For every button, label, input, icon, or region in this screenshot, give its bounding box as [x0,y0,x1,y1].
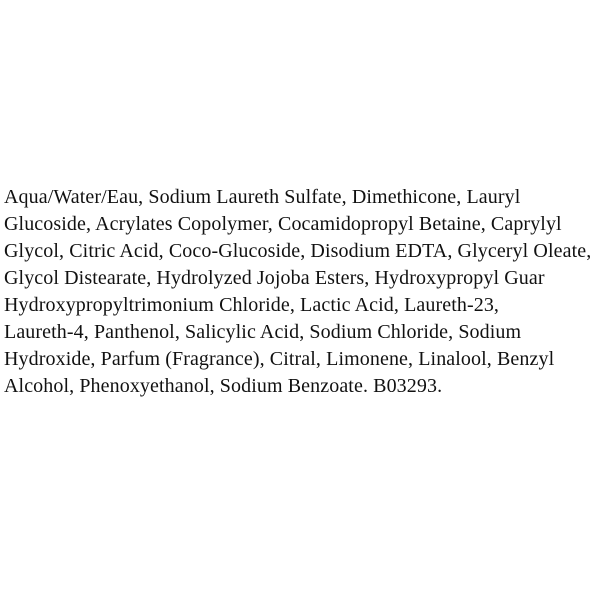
ingredients-line-8: Alcohol, Phenoxyethanol, Sodium Benzoate. B03293. [4,375,443,397]
ingredients-line-5: Hydroxypropyltrimonium Chloride, Lactic Acid, Laureth-23, [4,294,500,316]
ingredients-line-6: Laureth-4, Panthenol, Salicylic Acid, Sodium Chloride, Sodium [4,321,522,343]
ingredients-line-3: Glycol, Citric Acid, Coco-Glucoside, Disodium EDTA, Glyceryl Oleate, [4,240,592,262]
ingredients-line-2: Glucoside, Acrylates Copolymer, Cocamidopropyl Betaine, Caprylyl [4,213,562,235]
ingredients-line-1: Aqua/Water/Eau, Sodium Laureth Sulfate, Dimethicone, Lauryl [4,186,521,208]
ingredients-line-4: Glycol Distearate, Hydrolyzed Jojoba Esters, Hydroxypropyl Guar [4,267,545,289]
ingredients-line-7: Hydroxide, Parfum (Fragrance), Citral, Limonene, Linalool, Benzyl [4,348,555,370]
ingredients-list [4,184,596,400]
